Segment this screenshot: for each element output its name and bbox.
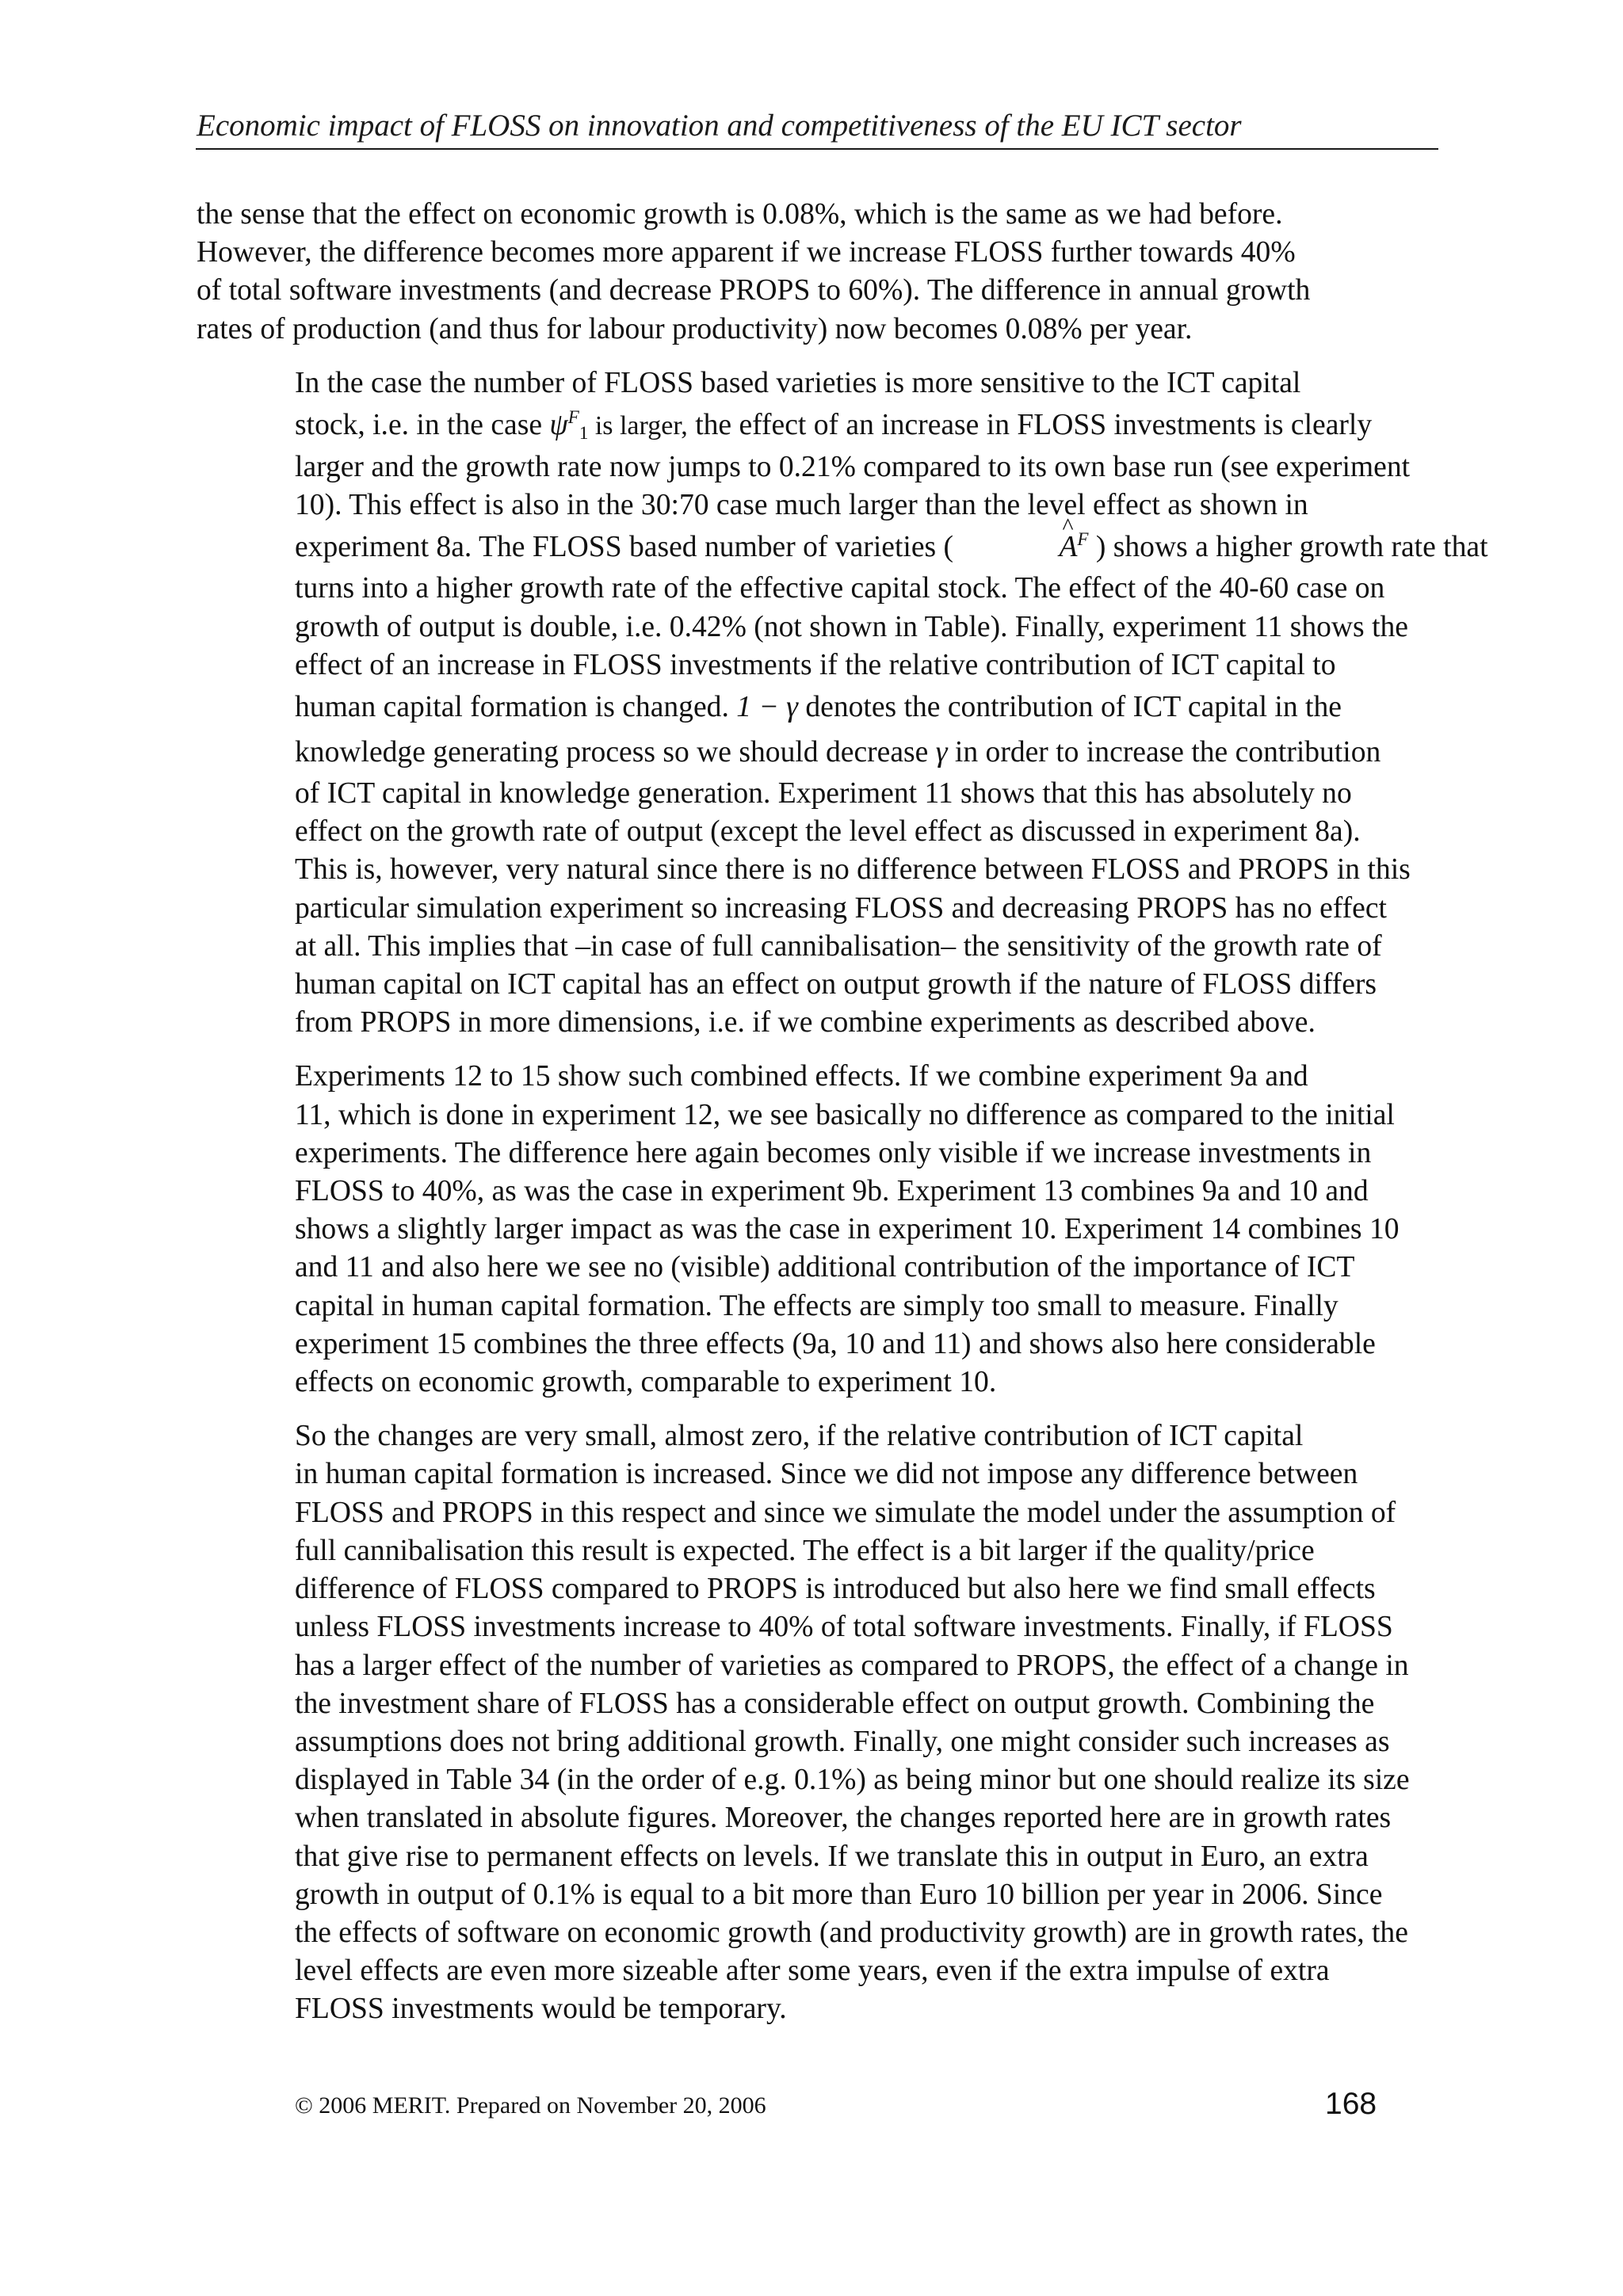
text-line: when translated in absolute figures. Moreover, the changes reported here are in growth rates bbox=[295, 1802, 1392, 1835]
text-line: rates of production (and thus for labour productivity) now becomes 0.08% per year. bbox=[197, 312, 1193, 345]
text-line: of total software investments (and decrease PROPS to 60%). The difference in annual growth bbox=[197, 274, 1311, 307]
text-line: FLOSS and PROPS in this respect and since we simulate the model under the assumption of bbox=[295, 1496, 1396, 1529]
text-line: human capital on ICT capital has an effect on output growth if the nature of FLOSS differs bbox=[295, 968, 1377, 1001]
text-fragment: denotes the contribution of ICT capital in the bbox=[797, 691, 1342, 724]
text-line bbox=[197, 524, 1488, 570]
footer-copyright: © 2006 MERIT. Prepared on November 20, 2006 bbox=[295, 2092, 766, 2119]
text-line: effect on the growth rate of output (except the level effect as discussed in experiment 8a). bbox=[295, 815, 1361, 849]
text-line: the sense that the effect on economic growth is 0.08%, which is the same as we had before. bbox=[197, 198, 1283, 231]
text-line: 10). This effect is also in the 30:70 case much larger than the level effect as shown in bbox=[295, 489, 1308, 522]
text-line: experiment 15 combines the three effects (9a, 10 and 11) and shows also here considerable bbox=[295, 1327, 1376, 1360]
text-line: of ICT capital in knowledge generation. Experiment 11 shows that this has absolutely no bbox=[295, 777, 1352, 810]
text-line: at all. This implies that –in case of full cannibalisation– the sensitivity of the growth rate of bbox=[295, 929, 1382, 963]
text-line: growth in output of 0.1% is equal to a bit more than Euro 10 billion per year in 2006. Since bbox=[295, 1878, 1383, 1911]
gamma-symbol: γ bbox=[935, 736, 948, 769]
text-line: from PROPS in more dimensions, i.e. if we combine experiments as described above. bbox=[295, 1006, 1316, 1039]
text-fragment: experiment 8a. The FLOSS based number of varieties ( bbox=[295, 531, 961, 564]
paragraph-4 bbox=[197, 1417, 1449, 2028]
text-line: 11, which is done in experiment 12, we see basically no difference as compared to the initial bbox=[295, 1098, 1395, 1131]
symbol-superscript: F bbox=[567, 407, 579, 428]
symbol-base: A ^ bbox=[960, 524, 1077, 570]
text-fragment: in order to increase the contribution bbox=[947, 736, 1381, 769]
text-fragment: stock, i.e. in the case bbox=[295, 409, 550, 442]
text-line: has a larger effect of the number of varieties as compared to PROPS, the effect of a change in bbox=[295, 1649, 1409, 1682]
text-line: assumptions does not bring additional growth. Finally, one might consider such increases as bbox=[295, 1725, 1390, 1758]
paragraph-1 bbox=[197, 196, 1449, 349]
text-line: displayed in Table 34 (in the order of e.g. 0.1%) as being minor but one should realize its size bbox=[295, 1764, 1410, 1797]
text-line: difference of FLOSS compared to PROPS is introduced but also here we find small effects bbox=[295, 1573, 1376, 1606]
header-rule bbox=[196, 148, 1438, 150]
text-line: the investment share of FLOSS has a considerable effect on output growth. Combining the bbox=[295, 1687, 1375, 1720]
text-fragment: human capital formation is changed. bbox=[295, 691, 737, 724]
text-line: unless FLOSS investments increase to 40% of total software investments. Finally, if FLOSS bbox=[295, 1611, 1393, 1644]
paragraph-3 bbox=[197, 1058, 1449, 1402]
paragraph-2 bbox=[197, 364, 1488, 1043]
text-line: FLOSS to 40%, as was the case in experiment 9b. Experiment 13 combines 9a and 10 and bbox=[295, 1175, 1369, 1208]
text-line: in human capital formation is increased. Since we did not impose any difference between bbox=[295, 1458, 1358, 1491]
text-line: that give rise to permanent effects on levels. If we translate this in output in Euro, an extra bbox=[295, 1840, 1369, 1873]
running-header: Economic impact of FLOSS on innovation and competitiveness of the EU ICT sector bbox=[197, 109, 1242, 143]
text-line: This is, however, very natural since there is no difference between FLOSS and PROPS in this bbox=[295, 853, 1411, 887]
text-line: the effects of software on economic growth (and productivity growth) are in growth rates, the bbox=[295, 1916, 1408, 1949]
text-line: effect of an increase in FLOSS investments if the relative contribution of ICT capital to bbox=[295, 648, 1336, 681]
text-line bbox=[197, 685, 1449, 730]
text-line: growth of output is double, i.e. 0.42% (not shown in Table). Finally, experiment 11 shows the bbox=[295, 610, 1408, 643]
text-line: and 11 and also here we see no (visible) additional contribution of the importance of ICT bbox=[295, 1251, 1355, 1284]
text-line: larger and the growth rate now jumps to 0.21% compared to its own base run (see experiment bbox=[295, 451, 1411, 484]
text-fragment: the effect of an increase in FLOSS investments is clearly bbox=[687, 409, 1373, 442]
text-fragment: is larger, bbox=[588, 411, 688, 441]
text-line: So the changes are very small, almost zero, if the relative contribution of ICT capital bbox=[295, 1420, 1304, 1453]
text-line bbox=[197, 730, 1449, 775]
one-minus-gamma-symbol: 1 − γ bbox=[736, 691, 798, 724]
symbol-base: ψ bbox=[549, 409, 568, 442]
text-line: level effects are even more sizeable after some years, even if the extra impulse of extra bbox=[295, 1955, 1330, 1988]
text-line: FLOSS investments would be temporary. bbox=[295, 1993, 787, 2026]
body-text bbox=[197, 196, 1488, 2045]
text-line: experiments. The difference here again becomes only visible if we increase investments in bbox=[295, 1136, 1372, 1169]
text-line: effects on economic growth, comparable to experiment 10. bbox=[295, 1366, 997, 1399]
text-line: full cannibalisation this result is expected. The effect is a bit larger if the quality/price bbox=[295, 1534, 1315, 1567]
text-fragment: knowledge generating process so we should decrease bbox=[295, 736, 936, 769]
text-line: capital in human capital formation. The effects are simply too small to measure. Finally bbox=[295, 1289, 1338, 1322]
text-line: However, the difference becomes more apparent if we increase FLOSS further towards 40% bbox=[197, 236, 1296, 269]
text-line: turns into a higher growth rate of the effective capital stock. The effect of the 40-60 case on bbox=[295, 572, 1385, 605]
text-line bbox=[197, 402, 1449, 448]
symbol-superscript: F bbox=[1077, 529, 1089, 550]
text-line: Experiments 12 to 15 show such combined effects. If we combine experiment 9a and bbox=[295, 1060, 1308, 1093]
a-hat-symbol bbox=[960, 531, 1088, 563]
page-number: 168 bbox=[1325, 2087, 1377, 2121]
psi-symbol bbox=[549, 407, 589, 444]
text-fragment: ) shows a higher growth rate that bbox=[1088, 531, 1488, 564]
text-line: In the case the number of FLOSS based varieties is more sensitive to the ICT capital bbox=[295, 366, 1301, 399]
symbol-subscript: 1 bbox=[579, 423, 589, 444]
text-line: particular simulation experiment so increasing FLOSS and decreasing PROPS has no effect bbox=[295, 891, 1387, 925]
text-line: shows a slightly larger impact as was the case in experiment 10. Experiment 14 combines 10 bbox=[295, 1213, 1400, 1246]
